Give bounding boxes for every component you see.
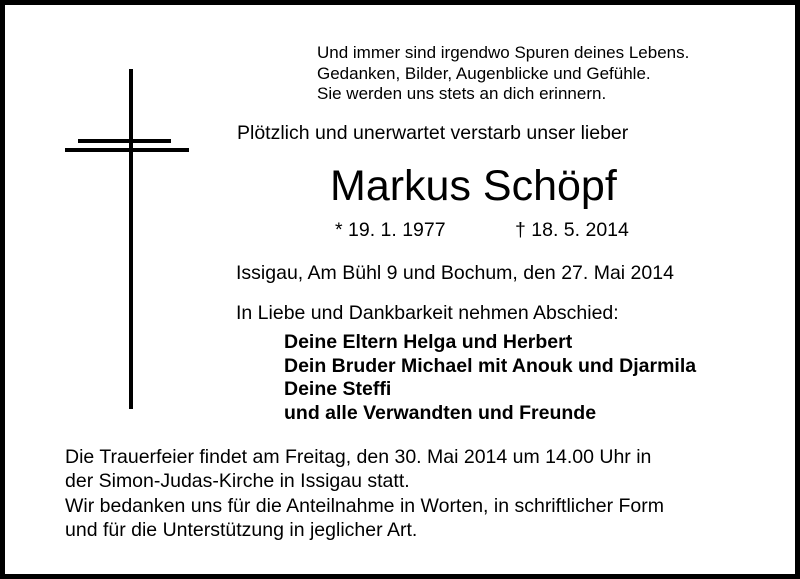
farewell-line: In Liebe und Dankbarkeit nehmen Abschied: (236, 302, 619, 324)
mourner-entry: Deine Steffi (284, 378, 392, 400)
poem-line: Gedanken, Bilder, Augenblicke und Gefühle. (317, 63, 651, 83)
funeral-service-notice (65, 446, 651, 493)
poem-line: Und immer sind irgendwo Spuren deines Lebens. (317, 43, 690, 62)
cross-vertical-beam (129, 69, 133, 409)
service-line: Die Trauerfeier findet am Freitag, den 30. Mai 2014 um 14.00 Uhr in (65, 446, 652, 468)
cross-crossbar-upper (78, 139, 171, 143)
poem-line: Sie werden uns stets an dich erinnern. (317, 84, 607, 103)
mourner-entry: Deine Eltern Helga und Herbert (284, 331, 573, 353)
service-line: der Simon-Judas-Kirche in Issigau statt. (65, 469, 410, 492)
mourners-list (284, 331, 696, 425)
mourner-entry: Dein Bruder Michael mit Anouk und Djarmila (284, 354, 697, 377)
birth-date: * 19. 1. 1977 (335, 219, 446, 241)
place-and-date: Issigau, Am Bühl 9 und Bochum, den 27. Mai 2014 (236, 262, 674, 284)
cross-icon (65, 69, 199, 417)
thanks-line: Wir bedanken uns für die Anteilnahme in Worten, in schriftlicher Form (65, 495, 664, 517)
thanks-line: und für die Unterstützung in jeglicher Art. (65, 518, 418, 541)
memorial-poem (317, 43, 689, 105)
death-date: † 18. 5. 2014 (515, 219, 629, 241)
announcement-intro: Plötzlich und unerwartet verstarb unser lieber (237, 122, 629, 144)
deceased-name: Markus Schöpf (330, 162, 617, 210)
cross-crossbar-lower (65, 148, 189, 152)
thanks-notice (65, 495, 664, 542)
mourner-entry: und alle Verwandten und Freunde (284, 401, 597, 424)
